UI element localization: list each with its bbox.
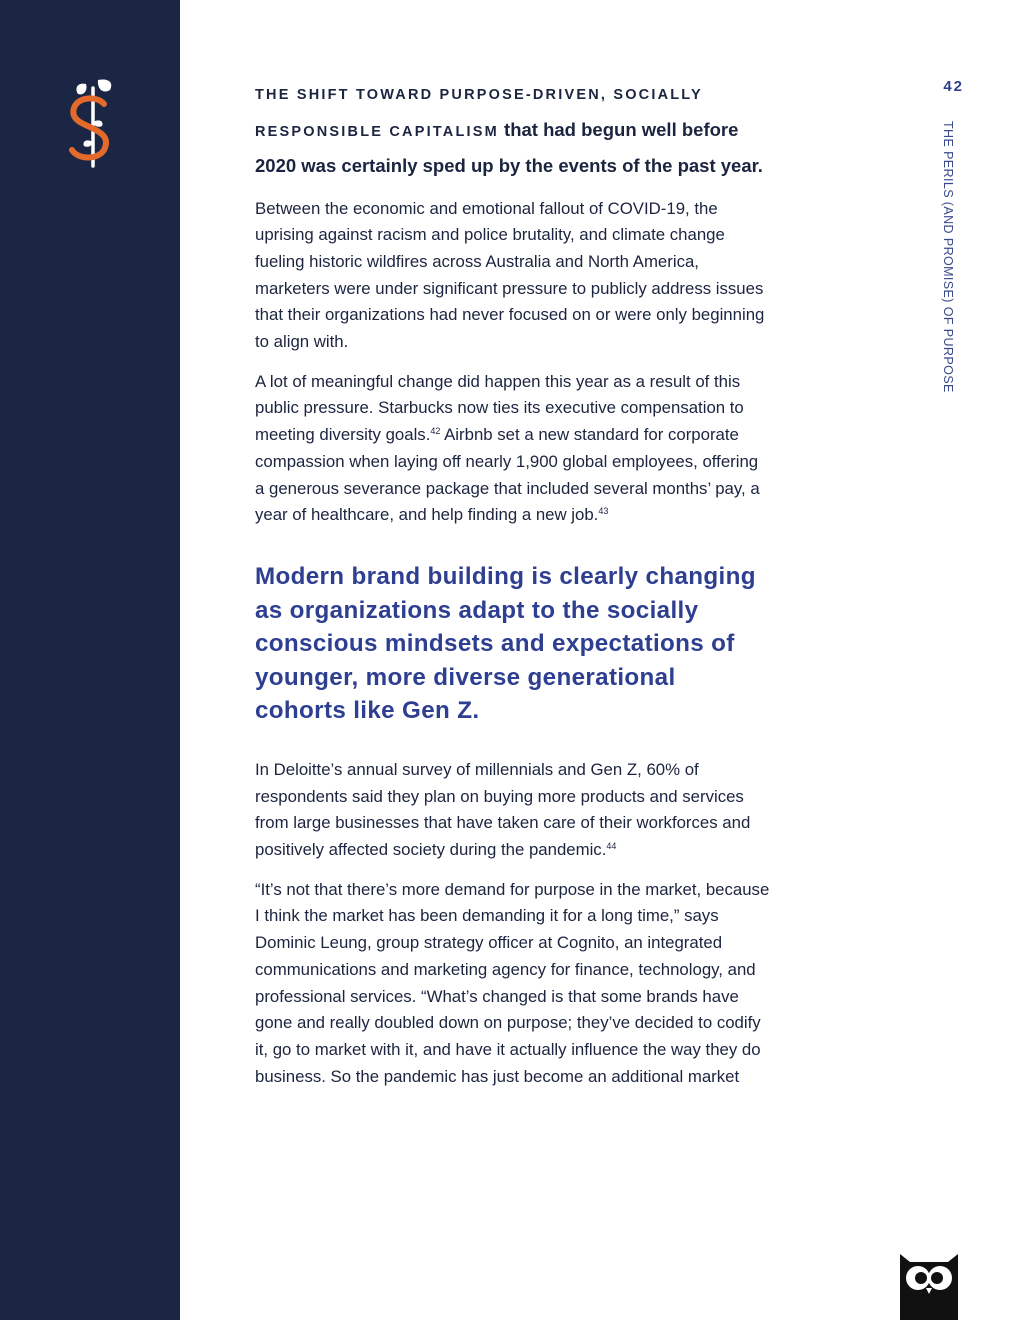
page-number: 42 (943, 78, 964, 95)
article-body (255, 76, 770, 1090)
lead-caps: THE SHIFT TOWARD PURPOSE-DRIVEN, SOCIALLY RESPONSIBLE CAPITALISM (255, 87, 703, 140)
paragraph-deloitte-survey (255, 757, 770, 864)
lead-statement (255, 76, 770, 183)
paragraph-text: Airbnb set a new standard for corporate compassion when laying off nearly 1,900 global employees, offering a generous severance package that included several months’ pay, a year of healthcare, and help finding a new job. (255, 425, 760, 525)
pull-quote: Modern brand building is clearly changing as organizations adapt to the socially conscious mindsets and expectations of younger, more diverse generational cohorts like Gen Z. (255, 562, 756, 725)
sprout-dollar-logo-icon (64, 78, 118, 168)
paragraph-quote-leung: “It’s not that there’s more demand for purpose in the market, because I think the market has been demanding it for a long time,” says Dominic Leung, group strategy officer at Cognito, an integrated communications and marketing agency for finance, technology, and professional services. “What’s changed is that some brands have gone and really doubled down on purpose; they’ve decided to codify it, go to market with it, and have it actually influence the way they do business. So the pandemic has just become an additional market (255, 879, 770, 1086)
footnote-ref: 43 (598, 506, 609, 517)
footnote-ref: 42 (430, 426, 441, 437)
paragraph-text: In Deloitte’s annual survey of millennials and Gen Z, 60% of respondents said they plan on buying more products and services from large businesses that have taken care of their workforces and positively affected society during the pandemic. (255, 759, 751, 860)
running-title: THE PERILS (AND PROMISE) OF PURPOSE (941, 121, 955, 393)
sidebar (0, 0, 180, 1320)
paragraph-covid: Between the economic and emotional fallout of COVID-19, the uprising against racism and police brutality, and climate change fueling historic wildfires across Australia and North America, marketers were under significant pressure to publicly address issues that their organizations had never focused on or were only beginning to align with. (255, 198, 765, 352)
lead-rest: that had begun well before 2020 was certainly sped up by the events of the past year. (255, 118, 763, 176)
paragraph-public-pressure (255, 369, 770, 529)
owl-mascot-icon (896, 1250, 962, 1320)
footnote-ref: 44 (606, 841, 617, 852)
paragraph-text: A lot of meaningful change did happen this year as a result of this public pressure. Starbucks now ties its executive compensation to meeting diversity goals. (255, 371, 744, 445)
